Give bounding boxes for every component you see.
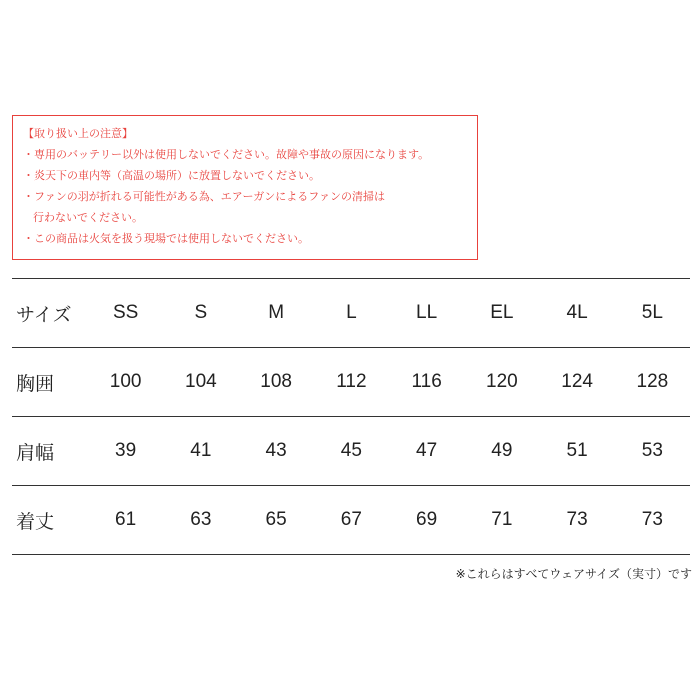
size-cell: L [314, 279, 389, 348]
size-cell: 5L [615, 279, 690, 348]
size-footnote: ※これらはすべてウェアサイズ（実寸）です [455, 567, 692, 581]
size-chart-table [12, 278, 690, 555]
table-cell: 69 [389, 486, 464, 555]
table-cell: 112 [314, 348, 389, 417]
size-cell: M [239, 279, 314, 348]
table-cell: 120 [464, 348, 539, 417]
table-cell: 65 [239, 486, 314, 555]
size-header-row [12, 279, 690, 348]
table-cell: 116 [389, 348, 464, 417]
table-cell: 49 [464, 417, 539, 486]
size-cell: SS [88, 279, 163, 348]
table-cell: 39 [88, 417, 163, 486]
table-cell: 47 [389, 417, 464, 486]
caution-item-fan-cleaning: ・ファンの羽が折れる可能性がある為、エアーガンによるファンの清掃は [23, 190, 386, 203]
caution-item-heat: ・炎天下の車内等（高温の場所）に放置しないでください。 [23, 169, 320, 182]
table-cell: 45 [314, 417, 389, 486]
shoulder-row [12, 417, 690, 486]
caution-item-battery: ・専用のバッテリー以外は使用しないでください。故障や事故の原因になります。 [23, 148, 430, 161]
table-cell: 73 [615, 486, 690, 555]
chest-label: 胸囲 [12, 348, 88, 417]
table-cell: 71 [464, 486, 539, 555]
caution-item-fan-cleaning-cont: 行わないでください。 [33, 211, 143, 224]
table-cell: 63 [163, 486, 238, 555]
table-cell: 104 [163, 348, 238, 417]
length-row [12, 486, 690, 555]
table-cell: 67 [314, 486, 389, 555]
table-cell: 53 [615, 417, 690, 486]
table-cell: 124 [540, 348, 615, 417]
table-cell: 41 [163, 417, 238, 486]
caution-notice-box [12, 115, 478, 260]
length-label: 着丈 [12, 486, 88, 555]
table-cell: 108 [239, 348, 314, 417]
table-cell: 51 [540, 417, 615, 486]
size-header-label: サイズ [12, 279, 88, 348]
table-cell: 100 [88, 348, 163, 417]
size-cell: LL [389, 279, 464, 348]
caution-item-fire: ・この商品は火気を扱う現場では使用しないでください。 [23, 232, 309, 245]
shoulder-label: 肩幅 [12, 417, 88, 486]
size-cell: 4L [540, 279, 615, 348]
chest-row [12, 348, 690, 417]
table-cell: 61 [88, 486, 163, 555]
table-cell: 43 [239, 417, 314, 486]
table-cell: 73 [540, 486, 615, 555]
size-cell: S [163, 279, 238, 348]
size-cell: EL [464, 279, 539, 348]
caution-title: 【取り扱い上の注意】 [23, 127, 133, 140]
table-cell: 128 [615, 348, 690, 417]
